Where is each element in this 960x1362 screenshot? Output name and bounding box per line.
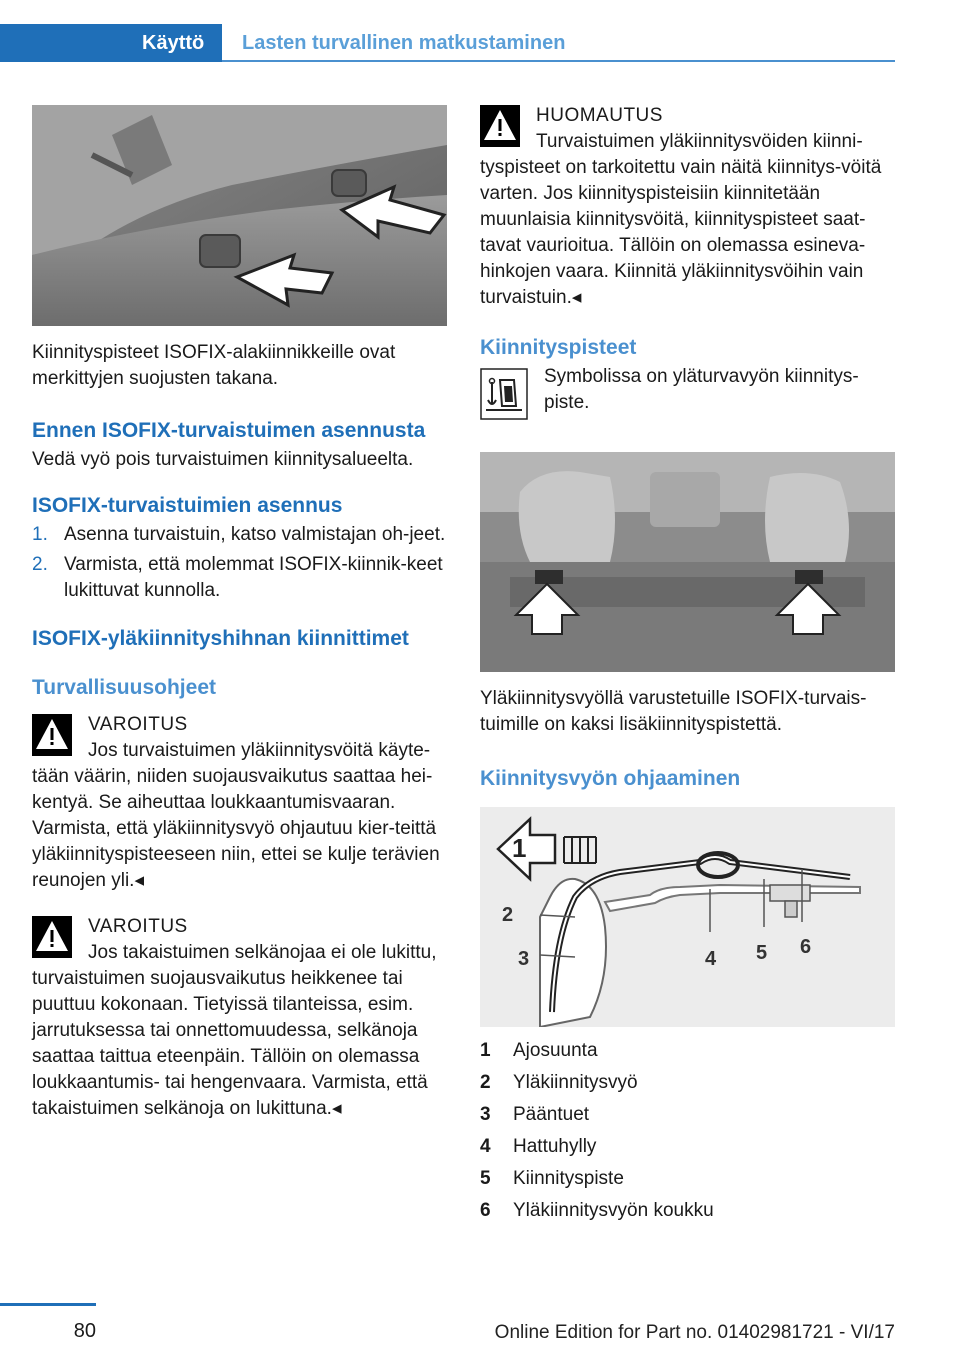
legend-text: Kiinnityspiste: [513, 1168, 624, 1189]
legend-number: 1: [480, 1040, 491, 1061]
diagram-label-5: 5: [756, 942, 768, 964]
symbol-description: Symbolissa on yläturvavyön kiinnitys-piste.: [544, 366, 859, 413]
tether-symbol-block: [480, 364, 895, 428]
warning-block-2: [32, 914, 447, 1122]
diagram-label-3: 3: [518, 948, 530, 970]
legend-text: Pääntuet: [513, 1104, 590, 1125]
warning-text: tään väärin, niiden suojausvaikutus saattaa hei-kentyä. Se aiheuttaa loukkaantumisvaaran. Varmista, että yläkiinnitysvyö ohjautuu kier-teittä yläkiinnityspisteeseen niin, ettei se kulje terävien reunojen yli.◂: [32, 766, 440, 891]
warning-triangle-icon: [32, 916, 72, 958]
isofix-lower-anchors-photo: [32, 105, 447, 326]
top-tether-anchor-icon: [480, 368, 528, 420]
installation-steps: [32, 522, 447, 604]
step-text: Asenna turvaistuin, katso valmistajan oh-jeet.: [64, 524, 446, 545]
left-column: [32, 105, 447, 1122]
legend-text: Ajosuunta: [513, 1040, 598, 1061]
right-column: [480, 105, 895, 1227]
notice-text: tyspisteet on tarkoitettu vain näitä kiinnitys-vöitä varten. Jos kiinnityspisteisiin kiinnitetään muunlaisia kiinnitysvöitä, kiinnityspisteet saat-tavat vaurioitua. Tällöin on olemassa esineva-hinkojen vaara. Kiinnitä yläkiinnitysvöihin vain turvaistuin.◂: [480, 157, 882, 308]
edition-info: Online Edition for Part no. 01402981721 - VI/17: [494, 1322, 895, 1343]
notice-block: [480, 103, 895, 311]
header-rule: [222, 60, 895, 62]
diagram-label-6: 6: [800, 936, 812, 958]
heading-installation: ISOFIX-turvaistuimien asennus: [32, 494, 343, 517]
footer-rule: [0, 1303, 96, 1306]
warning-block-1: [32, 712, 447, 894]
list-item: [480, 1195, 895, 1227]
warning-text-first-line: Jos takaistuimen selkänojaa ei ole lukittu,: [88, 942, 437, 963]
warning-title: VAROITUS: [88, 714, 188, 735]
legend-text: Yläkiinnitysvyö: [513, 1072, 638, 1093]
legend-number: 6: [480, 1200, 491, 1221]
step-number: 1.: [32, 524, 48, 545]
belt-routing-diagram: [480, 807, 895, 1027]
chapter-title: Lasten turvallinen matkustaminen: [242, 32, 566, 54]
diagram-label-1: 1: [512, 833, 527, 863]
section-tab: Käyttö: [0, 24, 222, 62]
warning-title: VAROITUS: [88, 916, 188, 937]
legend-number: 5: [480, 1168, 491, 1189]
heading-top-tether-anchors: ISOFIX-yläkiinnityshihnan kiinnittimet: [32, 627, 409, 650]
warning-triangle-icon: [32, 714, 72, 756]
legend-number: 4: [480, 1136, 491, 1157]
photo-caption-lower-anchors: Kiinnityspisteet ISOFIX-alakiinnikkeille ovat merkittyjen suojusten takana.: [32, 342, 396, 389]
heading-before-installation: Ennen ISOFIX-turvaistuimen asennusta: [32, 419, 426, 442]
legend-number: 3: [480, 1104, 491, 1125]
list-item: [480, 1099, 895, 1131]
legend-number: 2: [480, 1072, 491, 1093]
notice-triangle-icon: [480, 105, 520, 147]
list-item: [480, 1035, 895, 1067]
step-text: Varmista, että molemmat ISOFIX-kiinnik-keet lukittuvat kunnolla.: [64, 554, 443, 601]
legend-text: Hattuhylly: [513, 1136, 597, 1157]
diagram-label-2: 2: [502, 904, 514, 926]
warning-text-first-line: Jos turvaistuimen yläkiinnitysvöitä käyte-: [88, 740, 431, 761]
heading-belt-routing: Kiinnitysvyön ohjaaminen: [480, 767, 741, 790]
list-item: [32, 552, 447, 604]
page-number: 80: [73, 1320, 96, 1342]
photo-caption-top-anchors: Yläkiinnitysvyöllä varustetuille ISOFIX-turvais-tuimille on kaksi lisäkiinnityspistettä.: [480, 688, 867, 735]
step-number: 2.: [32, 554, 48, 575]
list-item: [480, 1131, 895, 1163]
heading-anchor-points: Kiinnityspisteet: [480, 336, 637, 359]
diagram-legend: [480, 1035, 895, 1227]
top-tether-anchors-photo: [480, 452, 895, 672]
list-item: [32, 522, 447, 548]
diagram-label-4: 4: [705, 948, 717, 970]
notice-title: HUOMAUTUS: [536, 105, 663, 126]
notice-text-first-line: Turvaistuimen yläkiinnitysvöiden kiinni-: [536, 131, 863, 152]
list-item: [480, 1163, 895, 1195]
heading-safety-notes: Turvallisuusohjeet: [32, 676, 216, 699]
paragraph-pull-belt: Vedä vyö pois turvaistuimen kiinnitysalueelta.: [32, 449, 414, 470]
page-header: [0, 24, 895, 62]
warning-text: turvaistuimen suojausvaikutus heikkenee tai puuttuu kokonaan. Tietyissä tilanteissa, esim. jarrutuksessa tai onnettomuudessa, selkänoja saattaa taittua eteenpäin. Tällöin on olemassa loukkaantumis- tai hengenvaara. Varmista, että takaistuimen selkänoja on lukittuna.◂: [32, 968, 428, 1119]
list-item: [480, 1067, 895, 1099]
legend-text: Yläkiinnitysvyön koukku: [513, 1200, 714, 1221]
